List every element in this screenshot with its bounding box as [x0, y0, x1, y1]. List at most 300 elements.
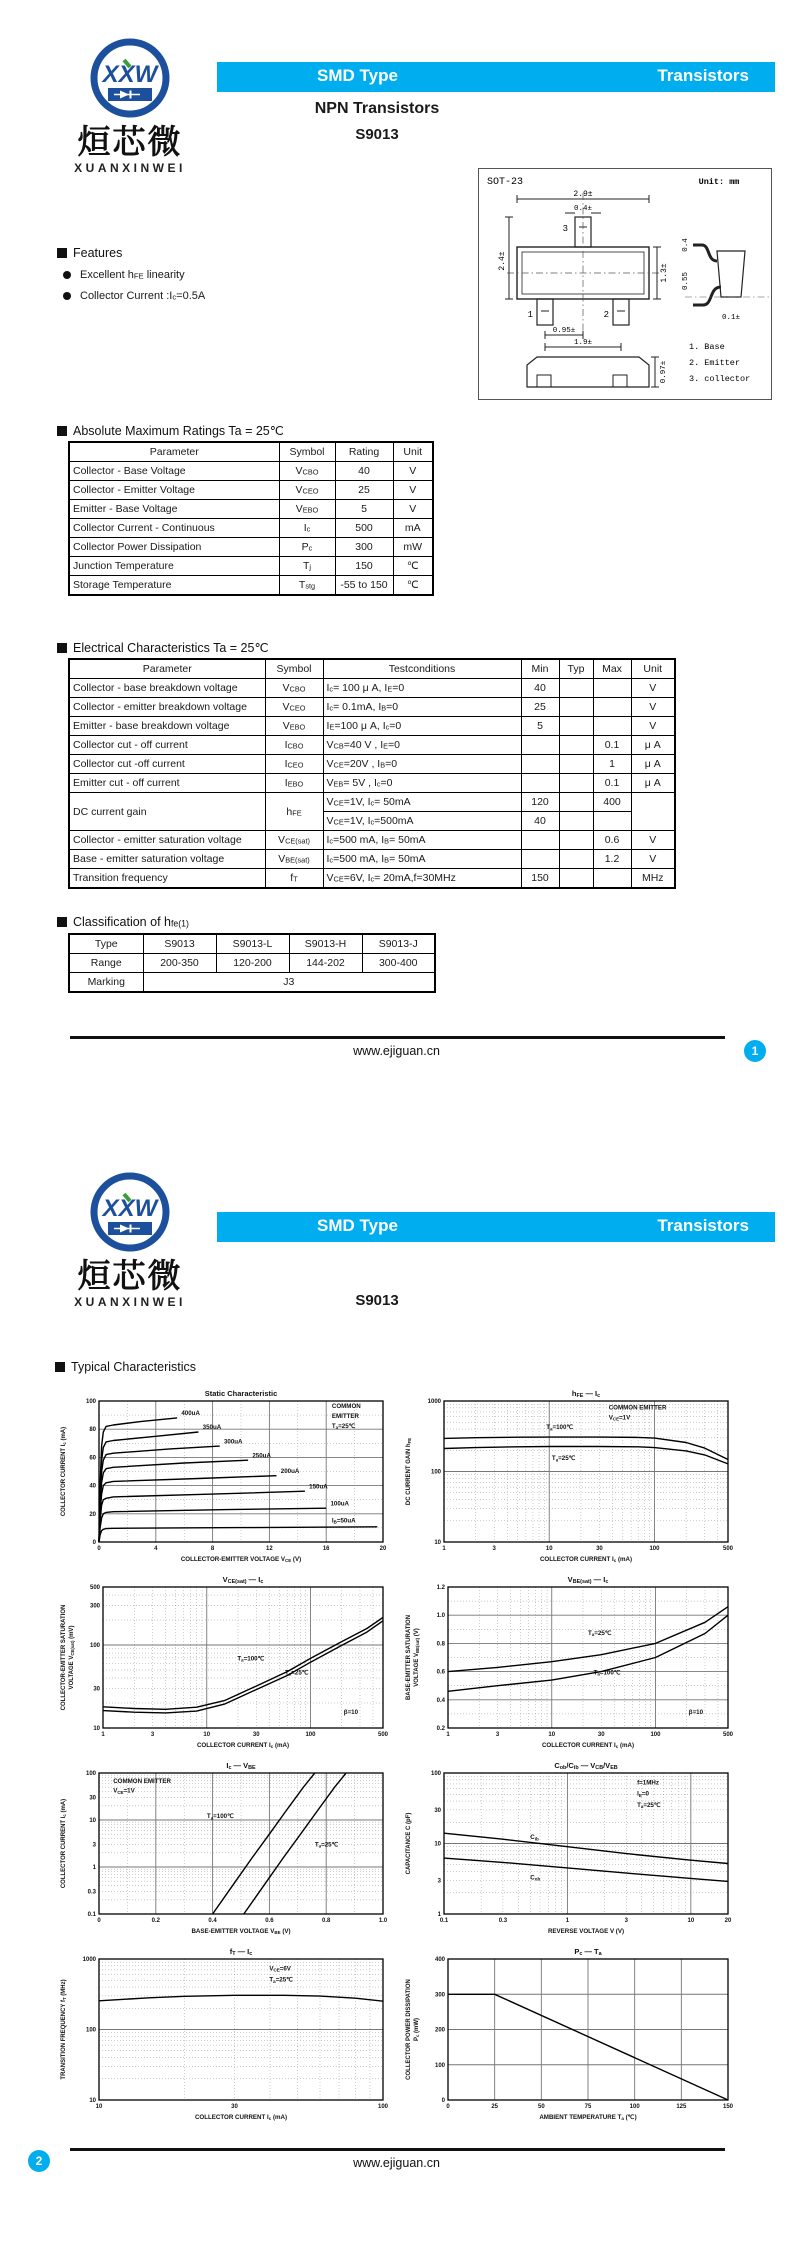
svg-text:30: 30	[89, 1795, 96, 1802]
cell	[521, 736, 559, 755]
cell: 40	[521, 679, 559, 698]
chart-title: VCE(sat) — Ic	[222, 1575, 264, 1586]
abs-max-heading	[57, 423, 284, 438]
svg-text:10: 10	[89, 2098, 96, 2104]
brand-name-cn: 烜芯微	[77, 1257, 183, 1294]
svg-text:0.3: 0.3	[498, 1918, 508, 1924]
svg-text:150: 150	[722, 2104, 734, 2110]
svg-text:10: 10	[203, 1732, 211, 1738]
svg-text:16: 16	[322, 1546, 330, 1552]
table-row	[69, 869, 675, 889]
cell: S9013-J	[362, 934, 435, 954]
table-row	[69, 538, 433, 557]
cell: 1	[593, 755, 631, 774]
cell: $V_{EBO}$	[279, 500, 335, 519]
header-banner	[217, 1212, 775, 1242]
cell: ℃	[393, 557, 433, 576]
svg-text:IE=0: IE=0	[637, 1790, 649, 1798]
svg-text:100: 100	[305, 1732, 316, 1738]
cell: Emitter cut - off current	[69, 774, 265, 793]
header-row	[69, 442, 433, 462]
cell: Emitter - Base Voltage	[69, 500, 279, 519]
cell: Storage Temperature	[69, 576, 279, 596]
svg-text:500: 500	[722, 1732, 734, 1738]
chart-title: Ic — VBE	[226, 1761, 256, 1772]
header-cell: Symbol	[279, 442, 335, 462]
chart-vcesat-vs-ic	[57, 1572, 395, 1754]
cell: $V_{CBO}$	[279, 462, 335, 481]
cell: 150	[335, 557, 393, 576]
y-axis-label: COLLECTOR CURRENT Ic (mA)	[61, 1798, 68, 1889]
cell: mA	[393, 519, 433, 538]
svg-text:10: 10	[434, 1540, 441, 1546]
cell	[559, 755, 593, 774]
y-axis-label: DC CURRENT GAIN hFE	[406, 1437, 413, 1506]
svg-text:1: 1	[565, 1918, 570, 1924]
svg-text:Ta=100℃: Ta=100℃	[237, 1655, 265, 1663]
svg-text:1: 1	[437, 1912, 441, 1918]
part-number: S9013	[355, 1292, 399, 1309]
brand-logo-icon	[88, 1170, 172, 1254]
cell	[521, 774, 559, 793]
svg-text:Ta=100℃: Ta=100℃	[546, 1424, 574, 1432]
svg-text:500: 500	[89, 1585, 100, 1591]
cell: DC current gain	[69, 793, 265, 831]
cell: Collector - Emitter Voltage	[69, 481, 279, 500]
package-unit: Unit: mm	[698, 177, 740, 187]
y-axis-label: COLLECTOR CURRENT Ic (mA)	[61, 1426, 68, 1517]
table-row	[69, 698, 675, 717]
pin-legend-collector: 3. collector	[689, 374, 751, 384]
cell: Base - emitter saturation voltage	[69, 850, 265, 869]
brand-logo-icon	[88, 36, 172, 120]
cell: μ A	[631, 774, 675, 793]
svg-text:100: 100	[377, 2104, 389, 2110]
svg-text:0.3: 0.3	[87, 1889, 96, 1896]
cell: Collector Current - Continuous	[69, 519, 279, 538]
cell: $I_{CEO}$	[265, 755, 323, 774]
svg-text:10: 10	[95, 2104, 103, 2110]
y-axis-label: COLLECTOR POWER DISSIPATION	[406, 1979, 412, 2080]
table-row	[69, 934, 435, 954]
elec-heading-label: Electrical Characteristics Ta = 25℃	[73, 641, 269, 655]
header-row	[69, 659, 675, 679]
svg-text:Ta=100℃: Ta=100℃	[593, 1669, 621, 1677]
cell: Collector - base breakdown voltage	[69, 679, 265, 698]
cell: Transition frequency	[69, 869, 265, 889]
table-row	[69, 717, 675, 736]
y-axis-label: CAPACITANCE C (pF)	[406, 1812, 412, 1875]
svg-text:50: 50	[537, 2104, 545, 2110]
cell	[559, 698, 593, 717]
series-curve	[103, 1621, 383, 1713]
header-cell: Min	[521, 659, 559, 679]
svg-text:3: 3	[437, 1878, 441, 1885]
svg-text:IB=50uA: IB=50uA	[331, 1517, 356, 1525]
classification-heading	[57, 915, 189, 929]
svg-text:10: 10	[687, 1918, 695, 1924]
elec-heading	[57, 640, 268, 655]
svg-text:400uA: 400uA	[181, 1410, 200, 1418]
header-cell: Unit	[631, 659, 675, 679]
abs-max-table-container	[68, 441, 434, 596]
cell	[593, 812, 631, 831]
svg-text:25: 25	[491, 2104, 499, 2110]
bullet-icon	[63, 271, 71, 279]
svg-text:100: 100	[85, 2027, 96, 2034]
brand-logo	[52, 36, 208, 175]
chart-title: fT — Ic	[229, 1947, 253, 1958]
cell: Type	[69, 934, 143, 954]
header-banner	[217, 62, 775, 92]
cell	[593, 679, 631, 698]
svg-text:VCE=6V: VCE=6V	[269, 1965, 291, 1973]
svg-text:COMMON: COMMON	[331, 1403, 361, 1411]
svg-text:1: 1	[446, 1732, 450, 1738]
svg-text:100: 100	[430, 1771, 441, 1777]
cell: V	[631, 679, 675, 698]
svg-text:1.2: 1.2	[436, 1585, 445, 1591]
svg-text:200uA: 200uA	[280, 1467, 300, 1475]
svg-text:300uA: 300uA	[223, 1438, 243, 1446]
cell	[593, 698, 631, 717]
dim-height: 0.97±	[660, 360, 668, 384]
svg-text:1.0: 1.0	[436, 1613, 445, 1620]
data-table	[68, 658, 676, 889]
svg-text:0.2: 0.2	[151, 1918, 160, 1924]
svg-text:10: 10	[434, 1841, 441, 1848]
charts-grid	[57, 1386, 749, 2126]
svg-text:COMMON EMITTER: COMMON EMITTER	[608, 1404, 667, 1412]
series-curve	[213, 1773, 315, 1914]
table-row	[69, 774, 675, 793]
svg-text:Ta=25℃: Ta=25℃	[314, 1841, 339, 1849]
svg-text:10: 10	[93, 1726, 100, 1732]
svg-text:3: 3	[624, 1918, 628, 1924]
svg-text:3: 3	[492, 1546, 496, 1552]
svg-text:500: 500	[722, 1546, 734, 1552]
cell	[521, 755, 559, 774]
table-row	[69, 736, 675, 755]
cell: 400	[593, 793, 631, 812]
section-marker-icon	[55, 1362, 65, 1372]
svg-text:400: 400	[434, 1957, 445, 1963]
cell: $V_{CEO}$	[279, 481, 335, 500]
cell: $V_{CEO}$	[265, 698, 323, 717]
cell: 300	[335, 538, 393, 557]
cell: $I_{CBO}$	[265, 736, 323, 755]
svg-text:Ta=25℃: Ta=25℃	[551, 1455, 576, 1463]
header-cell: Max	[593, 659, 631, 679]
table-row	[69, 557, 433, 576]
banner-left-label: SMD Type	[317, 66, 398, 85]
logo-mark-text: XXW	[102, 61, 158, 88]
cell: V	[393, 500, 433, 519]
svg-text:100: 100	[434, 2062, 445, 2069]
cell	[559, 736, 593, 755]
cell: $I_c= 100$ μ A, $I_E=0$	[323, 679, 521, 698]
x-axis-label: COLLECTOR CURRENT Ic (mA)	[541, 1742, 635, 1750]
section-marker-icon	[57, 426, 67, 436]
cell: $V_{BE(sat)}$	[265, 850, 323, 869]
package-drawing	[479, 169, 769, 397]
x-axis-label: COLLECTOR CURRENT Ic (mA)	[194, 2114, 288, 2122]
cell: -55 to 150	[335, 576, 393, 596]
svg-text:f=1MHz: f=1MHz	[637, 1779, 659, 1787]
series-curve	[99, 1460, 248, 1542]
y-axis-label: TRANSITION FREQUENCY fT (MHz)	[61, 1979, 68, 2080]
cell: Collector Power Dissipation	[69, 538, 279, 557]
cell: 0.6	[593, 831, 631, 850]
cell	[559, 869, 593, 889]
svg-text:30: 30	[434, 1807, 441, 1814]
chart-ic-vs-vbe	[57, 1758, 395, 1940]
svg-text:10: 10	[548, 1732, 556, 1738]
chart-title: Static Characteristic	[204, 1389, 278, 1398]
cell: Emitter - base breakdown voltage	[69, 717, 265, 736]
x-axis-label: COLLECTOR-EMITTER VOLTAGE VCE (V)	[180, 1556, 302, 1564]
cell: 0.1	[593, 774, 631, 793]
chart-capacitance-vs-voltage	[402, 1758, 740, 1940]
svg-text:350uA: 350uA	[202, 1424, 222, 1432]
cell	[593, 717, 631, 736]
chart-pc-vs-ta	[402, 1944, 740, 2126]
cell: S9013	[143, 934, 216, 954]
cell	[559, 793, 593, 812]
table-row	[69, 679, 675, 698]
cell: μ A	[631, 736, 675, 755]
svg-text:100: 100	[430, 1469, 441, 1476]
series-curve	[448, 1615, 728, 1691]
cell: 120	[521, 793, 559, 812]
cell: 25	[521, 698, 559, 717]
svg-text:10: 10	[545, 1546, 553, 1552]
svg-text:EMITTER: EMITTER	[331, 1412, 360, 1420]
page-number-badge: 1	[744, 1040, 766, 1062]
svg-text:0: 0	[92, 1540, 96, 1546]
svg-text:20: 20	[89, 1511, 96, 1518]
cell: $V_{CE}=1V$, $I_c= 50mA$	[323, 793, 521, 812]
svg-text:1: 1	[442, 1546, 446, 1552]
cell: Marking	[69, 973, 143, 993]
chart-static-characteristic	[57, 1386, 395, 1568]
section-marker-icon	[57, 643, 67, 653]
svg-text:250uA: 250uA	[252, 1452, 271, 1460]
cell: 40	[521, 812, 559, 831]
svg-text:60: 60	[89, 1455, 96, 1462]
series-curve	[444, 1437, 728, 1459]
cell: $h_{FE}$	[265, 793, 323, 831]
x-axis-label: REVERSE VOLTAGE V (V)	[547, 1928, 625, 1935]
svg-text:0.6: 0.6	[265, 1918, 274, 1924]
dim-lead-width: 0.4±	[573, 205, 593, 213]
svg-text:1000: 1000	[82, 1957, 96, 1963]
table-row	[69, 793, 675, 812]
features-heading-label: Features	[73, 246, 123, 260]
chart-title: VBE(sat) — Ic	[567, 1575, 609, 1586]
svg-text:1: 1	[92, 1865, 96, 1871]
feature-text: Collector Current $:I_c=0.5A$	[80, 290, 206, 302]
cell: MHz	[631, 869, 675, 889]
cell: mW	[393, 538, 433, 557]
cell: $P_c$	[279, 538, 335, 557]
cell: V	[631, 698, 675, 717]
dim-total-height: 2.4±	[498, 251, 507, 271]
svg-text:20: 20	[379, 1546, 387, 1552]
dim-body-width: 2.9±	[573, 190, 593, 199]
cell: $V_{CB}=40$ V , $I_E=0$	[323, 736, 521, 755]
svg-text:30: 30	[93, 1686, 100, 1693]
dim-lead-thickness: 0.4	[682, 238, 690, 252]
cell: 1.2	[593, 850, 631, 869]
cell: 25	[335, 481, 393, 500]
bullet-icon	[63, 292, 71, 300]
cell: Collector - emitter saturation voltage	[69, 831, 265, 850]
x-axis-label: BASE-EMITTER VOLTAGE VBE (V)	[191, 1928, 291, 1936]
svg-text:300: 300	[89, 1603, 100, 1610]
svg-text:Cib: Cib	[530, 1834, 539, 1842]
cell: 5	[335, 500, 393, 519]
svg-text:100uA: 100uA	[330, 1500, 350, 1508]
cell: 40	[335, 462, 393, 481]
cell: $T_j$	[279, 557, 335, 576]
cell	[559, 679, 593, 698]
svg-text:100: 100	[650, 1732, 661, 1738]
svg-text:12: 12	[266, 1546, 273, 1552]
cell	[559, 717, 593, 736]
cell: 120-200	[216, 954, 289, 973]
svg-text:0: 0	[97, 1918, 101, 1924]
header-cell: Parameter	[69, 659, 265, 679]
cell: $V_{CE}=20V$ , $I_B=0$	[323, 755, 521, 774]
svg-text:0.8: 0.8	[436, 1641, 445, 1648]
section-marker-icon	[57, 917, 67, 927]
cell: 200-350	[143, 954, 216, 973]
cell: $I_E=100$ μ A, $I_c=0$	[323, 717, 521, 736]
part-number: S9013	[355, 126, 399, 143]
series-curve	[444, 1447, 728, 1464]
dim-pitch: 0.95±	[552, 327, 576, 335]
pin-legend-emitter: 2. Emitter	[689, 358, 741, 368]
cell: 150	[521, 869, 559, 889]
cell	[521, 831, 559, 850]
table-row	[69, 519, 433, 538]
cell: 5	[521, 717, 559, 736]
x-axis-label: AMBIENT TEMPERATURE Ta (℃)	[539, 2114, 637, 2122]
data-table	[68, 933, 436, 993]
svg-text:10: 10	[89, 1818, 96, 1824]
cell: $V_{CE}=6V$, $I_c= 20mA,f=30MHz$	[323, 869, 521, 889]
header-cell: Typ	[559, 659, 593, 679]
table-row	[69, 500, 433, 519]
chart-title: hFE — Ic	[571, 1389, 601, 1400]
chart-title: Cob/Cib — VCB/VEB	[554, 1761, 618, 1772]
svg-text:Ta=25℃: Ta=25℃	[588, 1629, 612, 1638]
svg-text:30: 30	[252, 1732, 260, 1738]
cell: $I_c=500$ mA, $I_B= 50mA$	[323, 850, 521, 869]
table-row	[69, 462, 433, 481]
banner-left-label: SMD Type	[317, 1216, 398, 1235]
feature-item	[63, 269, 205, 281]
data-table	[68, 441, 434, 596]
chart-hfe-vs-ic	[402, 1386, 740, 1568]
y-axis-label: COLLECTOR-EMITTER SATURATION	[61, 1604, 67, 1711]
svg-text:0.4: 0.4	[208, 1918, 217, 1924]
pin3-label: 3	[562, 224, 568, 234]
table-row	[69, 973, 435, 993]
cell: $T_{stg}$	[279, 576, 335, 596]
section-marker-icon	[57, 248, 67, 258]
header-cell: Rating	[335, 442, 393, 462]
cell: V	[631, 831, 675, 850]
pin-legend-base: 1. Base	[689, 342, 725, 352]
header-cell: Testconditions	[323, 659, 521, 679]
svg-text:30: 30	[596, 1546, 603, 1552]
svg-text:0: 0	[97, 1546, 101, 1552]
banner-right-label: Transistors	[657, 1216, 749, 1235]
dim-body-height: 1.3±	[660, 263, 669, 283]
svg-text:0: 0	[446, 2104, 450, 2110]
brand-name-en: XUANXINWEI	[74, 160, 186, 175]
svg-text:100: 100	[89, 1643, 100, 1650]
svg-text:300: 300	[434, 1992, 445, 1999]
svg-text:COMMON EMITTER: COMMON EMITTER	[113, 1777, 171, 1785]
dim-span: 1.9±	[573, 339, 593, 347]
typical-characteristics-heading	[55, 1360, 196, 1374]
chart-ft-vs-ic	[57, 1944, 395, 2126]
cell: $V_{CE}=1V$, $I_c=500mA$	[323, 812, 521, 831]
pin2-label: 2	[603, 310, 609, 320]
cell: V	[393, 462, 433, 481]
brand-logo	[52, 1170, 208, 1309]
cell: $V_{CBO}$	[265, 679, 323, 698]
cell: Collector cut -off current	[69, 755, 265, 774]
header-cell: Symbol	[265, 659, 323, 679]
y-axis-label: VOLTAGE VBE(sat) (V)	[414, 1628, 421, 1687]
x-axis-label: COLLECTOR CURRENT Ic (mA)	[539, 1556, 633, 1564]
table-row	[69, 481, 433, 500]
svg-text:500: 500	[377, 1732, 389, 1738]
cell	[631, 793, 675, 831]
svg-text:4: 4	[154, 1546, 158, 1552]
header-cell: Parameter	[69, 442, 279, 462]
cell: V	[631, 717, 675, 736]
package-name: SOT-23	[487, 177, 524, 188]
cell: S9013-L	[216, 934, 289, 954]
header-cell: Unit	[393, 442, 433, 462]
svg-text:20: 20	[724, 1918, 732, 1924]
svg-text:1.0: 1.0	[378, 1918, 388, 1924]
table-row	[69, 831, 675, 850]
svg-text:Ta=100℃: Ta=100℃	[206, 1813, 235, 1821]
svg-text:125: 125	[676, 2104, 687, 2110]
cell	[559, 831, 593, 850]
series-curve	[99, 1491, 305, 1542]
x-axis-label: COLLECTOR CURRENT Ic (mA)	[196, 1742, 290, 1750]
cell: 500	[335, 519, 393, 538]
svg-text:Ta=25℃: Ta=25℃	[637, 1801, 661, 1810]
svg-text:30: 30	[231, 2104, 238, 2110]
svg-text:Cob: Cob	[530, 1874, 541, 1882]
cell: $V_{EBO}$	[265, 717, 323, 736]
svg-text:0.1: 0.1	[439, 1918, 449, 1924]
cell: S9013-H	[289, 934, 362, 954]
page-number-badge: 2	[28, 2150, 50, 2172]
svg-text:3: 3	[92, 1842, 96, 1849]
y-axis-label: BASE-EMITTER SATURATION	[406, 1614, 412, 1701]
dim-gap: 0.55	[682, 271, 690, 291]
cell: $f_T$	[265, 869, 323, 889]
